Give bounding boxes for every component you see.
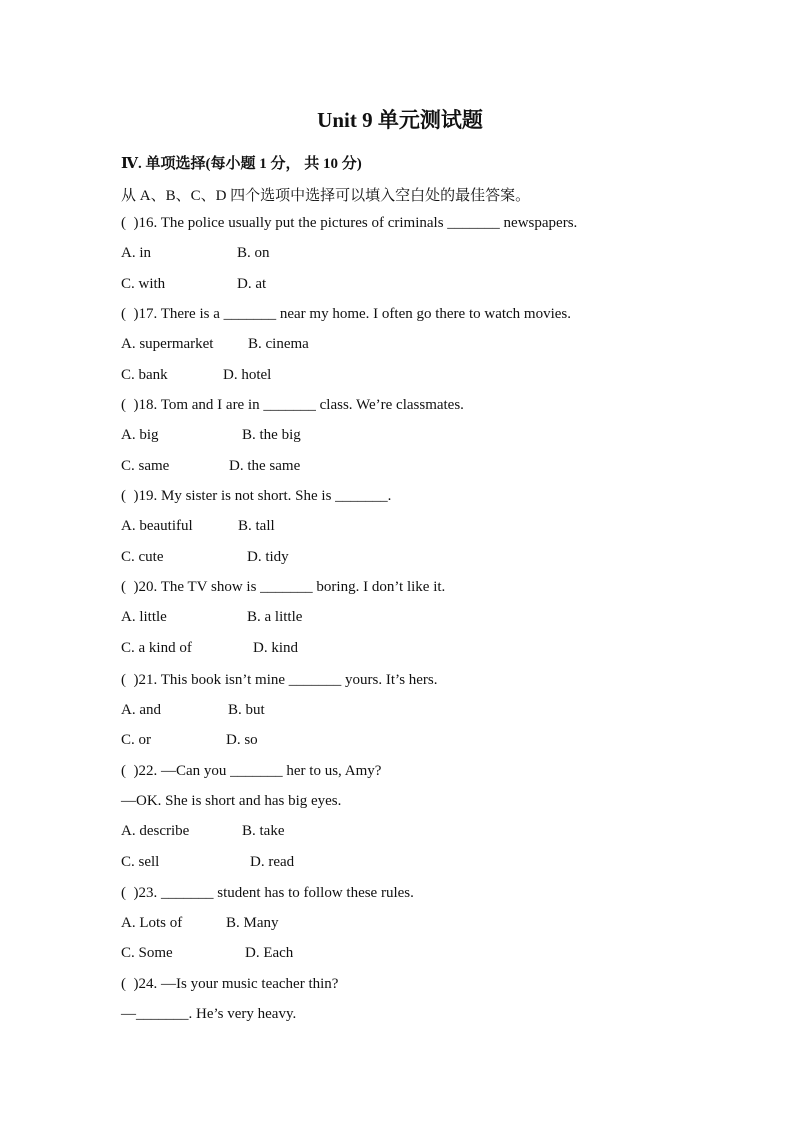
option-16-a: A. in xyxy=(121,245,151,261)
option-19-a: A. beautiful xyxy=(121,518,193,534)
option-22-c: C. sell xyxy=(121,854,160,870)
page-title: Unit 9 单元测试题 xyxy=(317,108,483,132)
option-22-b: B. take xyxy=(242,823,285,839)
option-21-d: D. so xyxy=(226,732,258,748)
option-18-c: C. same xyxy=(121,458,170,474)
option-23-c: C. Some xyxy=(121,945,173,961)
question-17: ( )17. There is a _______ near my home. I often go there to watch movies. xyxy=(121,306,572,322)
option-17-d: D. hotel xyxy=(223,367,272,383)
option-20-d: D. kind xyxy=(253,640,298,656)
question-21: ( )21. This book isn’t mine _______ yours. It’s hers. xyxy=(121,672,438,688)
option-18-a: A. big xyxy=(121,427,159,443)
option-17-c: C. bank xyxy=(121,367,168,383)
question-22-reply: —OK. She is short and has big eyes. xyxy=(121,793,342,809)
option-22-d: D. read xyxy=(250,854,295,870)
option-16-d: D. at xyxy=(237,276,267,292)
option-20-b: B. a little xyxy=(247,609,303,625)
question-18: ( )18. Tom and I are in _______ class. We’re classmates. xyxy=(121,397,464,413)
option-20-c: C. a kind of xyxy=(121,640,192,656)
option-21-a: A. and xyxy=(121,702,161,718)
option-19-d: D. tidy xyxy=(247,549,289,565)
option-23-b: B. Many xyxy=(226,915,279,931)
option-19-b: B. tall xyxy=(238,518,275,534)
option-19-c: C. cute xyxy=(121,549,164,565)
option-22-a: A. describe xyxy=(121,823,190,839)
option-20-a: A. little xyxy=(121,609,167,625)
option-16-b: B. on xyxy=(237,245,270,261)
option-23-a: A. Lots of xyxy=(121,915,183,931)
question-16: ( )16. The police usually put the pictures of criminals _______ newspapers. xyxy=(121,215,578,231)
option-17-b: B. cinema xyxy=(248,336,309,352)
section-header: Ⅳ. 单项选择(每小题 1 分， 共 10 分) xyxy=(121,156,362,172)
option-18-b: B. the big xyxy=(242,427,301,443)
option-18-d: D. the same xyxy=(229,458,301,474)
option-21-c: C. or xyxy=(121,732,151,748)
question-23: ( )23. _______ student has to follow these rules. xyxy=(121,885,414,901)
option-17-a: A. supermarket xyxy=(121,336,214,352)
option-21-b: B. but xyxy=(228,702,265,718)
option-23-d: D. Each xyxy=(245,945,294,961)
question-24-reply: —_______. He’s very heavy. xyxy=(121,1006,297,1022)
question-22: ( )22. —Can you _______ her to us, Amy? xyxy=(121,763,382,779)
instruction-text: 从 A、B、C、D 四个选项中选择可以填入空白处的最佳答案。 xyxy=(121,188,531,204)
question-20: ( )20. The TV show is _______ boring. I don’t like it. xyxy=(121,579,446,595)
question-24: ( )24. —Is your music teacher thin? xyxy=(121,976,339,992)
question-19: ( )19. My sister is not short. She is _______. xyxy=(121,488,392,504)
option-16-c: C. with xyxy=(121,276,166,292)
